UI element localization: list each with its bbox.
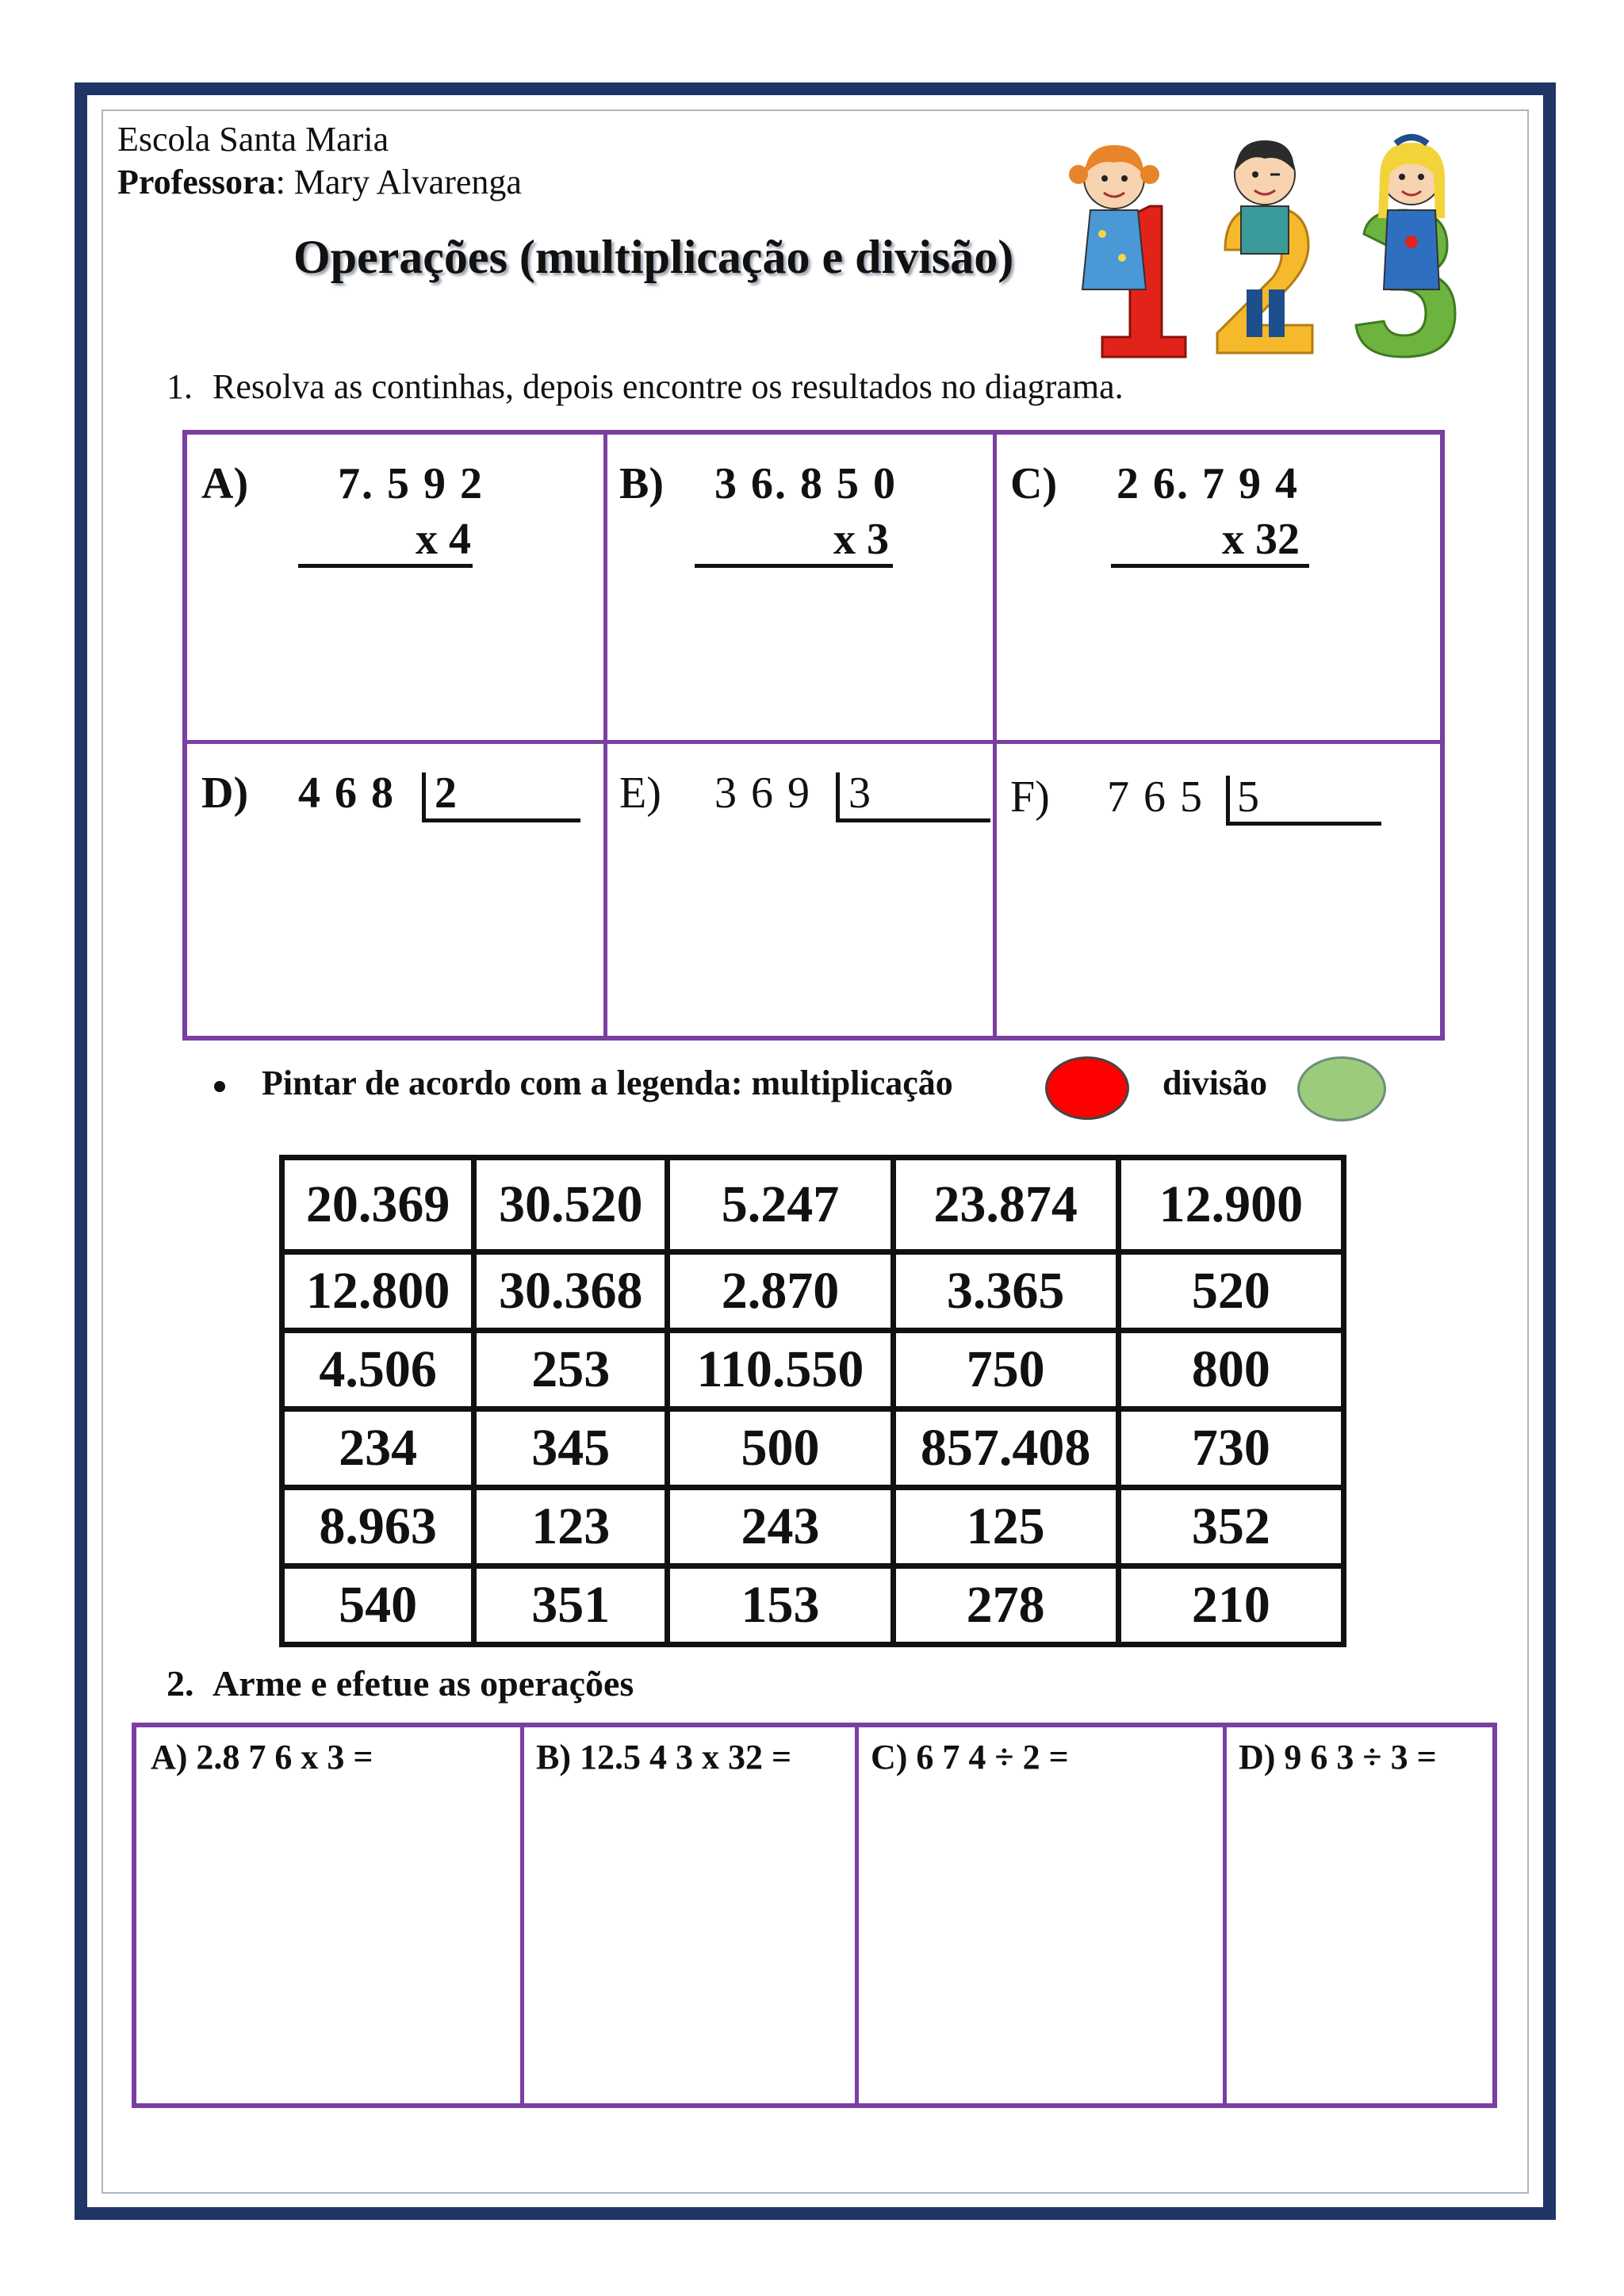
grid-divider [993, 435, 997, 1036]
diagram-cell[interactable]: 30.368 [474, 1252, 668, 1331]
legend-multiplication-swatch [1045, 1056, 1129, 1120]
cell-b-label: B) [619, 459, 664, 508]
cell-e-bracket [836, 772, 840, 822]
legend-division-swatch [1297, 1056, 1386, 1121]
diagram-cell[interactable]: 857.408 [893, 1409, 1118, 1488]
question-2 [167, 1662, 634, 1704]
legend-text: Pintar de acordo com a legenda: multiplicação [262, 1064, 953, 1102]
diagram-cell[interactable]: 540 [282, 1566, 474, 1645]
cell-c-top: 2 6. 7 9 4 [1116, 459, 1299, 508]
cell-c-bottom: x 32 [1222, 515, 1300, 564]
diagram-cell[interactable]: 153 [668, 1566, 893, 1645]
question-1 [167, 366, 1124, 407]
grid-divider [187, 740, 1440, 744]
work-item-b[interactable]: B) 12.5 4 3 x 32 = [536, 1738, 792, 1777]
diagram-cell[interactable]: 3.365 [893, 1252, 1118, 1331]
cell-e-dividend: 3 6 9 [714, 769, 811, 818]
cell-e-bracket-line [836, 818, 990, 822]
work-area-grid [132, 1723, 1497, 2108]
cell-e-label: E) [619, 769, 661, 818]
cell-d-bracket [422, 772, 426, 822]
diagram-cell[interactable]: 110.550 [668, 1331, 893, 1409]
cell-a-bottom: x 4 [416, 515, 471, 564]
diagram-cell[interactable]: 253 [474, 1331, 668, 1409]
diagram-cell[interactable]: 125 [893, 1488, 1118, 1566]
cell-a-underline [298, 564, 473, 568]
results-diagram [279, 1155, 1346, 1647]
diagram-cell[interactable]: 210 [1118, 1566, 1343, 1645]
diagram-cell[interactable]: 123 [474, 1488, 668, 1566]
diagram-cell[interactable]: 345 [474, 1409, 668, 1488]
teacher-line [117, 162, 522, 202]
diagram-cell[interactable]: 5.247 [668, 1158, 893, 1252]
diagram-cell[interactable]: 278 [893, 1566, 1118, 1645]
diagram-cell[interactable]: 8.963 [282, 1488, 474, 1566]
table-row [282, 1566, 1344, 1645]
cell-c-label: C) [1010, 459, 1058, 508]
legend-division-label: divisão [1162, 1064, 1268, 1102]
cell-b-bottom: x 3 [833, 515, 889, 564]
work-item-a[interactable]: A) 2.8 7 6 x 3 = [151, 1738, 373, 1777]
diagram-cell[interactable]: 352 [1118, 1488, 1343, 1566]
table-row [282, 1331, 1344, 1409]
cell-d-divisor: 2 [435, 769, 458, 818]
diagram-cell[interactable]: 23.874 [893, 1158, 1118, 1252]
work-item-c[interactable]: C) 6 7 4 ÷ 2 = [871, 1738, 1069, 1777]
grid-divider [855, 1727, 859, 2103]
diagram-cell[interactable]: 520 [1118, 1252, 1343, 1331]
cell-d-dividend: 4 6 8 [298, 769, 395, 818]
cell-b-underline [695, 564, 893, 568]
diagram-cell[interactable]: 234 [282, 1409, 474, 1488]
teacher-name: : Mary Alvarenga [275, 163, 522, 201]
question-1-number: 1. [167, 367, 193, 406]
cell-c-underline [1111, 564, 1309, 568]
page-title: Operações (multiplicação e divisão) [293, 231, 1014, 283]
table-row [282, 1488, 1344, 1566]
operations-grid [182, 430, 1445, 1041]
diagram-cell[interactable]: 243 [668, 1488, 893, 1566]
cell-b-top: 3 6. 8 5 0 [714, 459, 897, 508]
question-2-text: Arme e efetue as operações [213, 1663, 634, 1704]
grid-divider [1223, 1727, 1227, 2103]
teacher-label: Professora [117, 163, 276, 201]
question-1-text: Resolva as continhas, depois encontre os resultados no diagrama. [213, 367, 1124, 406]
diagram-cell[interactable]: 20.369 [282, 1158, 474, 1252]
cell-a-top: 7. 5 9 2 [338, 459, 484, 508]
legend-instruction [214, 1063, 953, 1103]
bullet-icon [214, 1081, 225, 1092]
cell-d-label: D) [201, 769, 249, 818]
cell-f-dividend: 7 6 5 [1107, 772, 1204, 822]
cell-f-bracket [1226, 776, 1230, 825]
cell-e-divisor: 3 [848, 769, 872, 818]
table-row [282, 1409, 1344, 1488]
diagram-cell[interactable]: 2.870 [668, 1252, 893, 1331]
grid-divider [603, 435, 607, 1036]
cell-a-label: A) [201, 459, 249, 508]
kids-numbers-illustration [1055, 131, 1483, 361]
question-2-number: 2. [167, 1663, 194, 1704]
cell-d-bracket-line [422, 818, 580, 822]
diagram-cell[interactable]: 500 [668, 1409, 893, 1488]
diagram-cell[interactable]: 730 [1118, 1409, 1343, 1488]
grid-divider [520, 1727, 524, 2103]
work-item-d[interactable]: D) 9 6 3 ÷ 3 = [1239, 1738, 1437, 1777]
cell-f-label: F) [1010, 772, 1050, 822]
diagram-cell[interactable]: 351 [474, 1566, 668, 1645]
diagram-cell[interactable]: 800 [1118, 1331, 1343, 1409]
diagram-cell[interactable]: 4.506 [282, 1331, 474, 1409]
cell-f-divisor: 5 [1237, 772, 1261, 822]
table-row [282, 1158, 1344, 1252]
diagram-cell[interactable]: 12.800 [282, 1252, 474, 1331]
school-name: Escola Santa Maria [117, 120, 389, 159]
diagram-cell[interactable]: 750 [893, 1331, 1118, 1409]
diagram-cell[interactable]: 30.520 [474, 1158, 668, 1252]
table-row [282, 1252, 1344, 1331]
diagram-cell[interactable]: 12.900 [1118, 1158, 1343, 1252]
